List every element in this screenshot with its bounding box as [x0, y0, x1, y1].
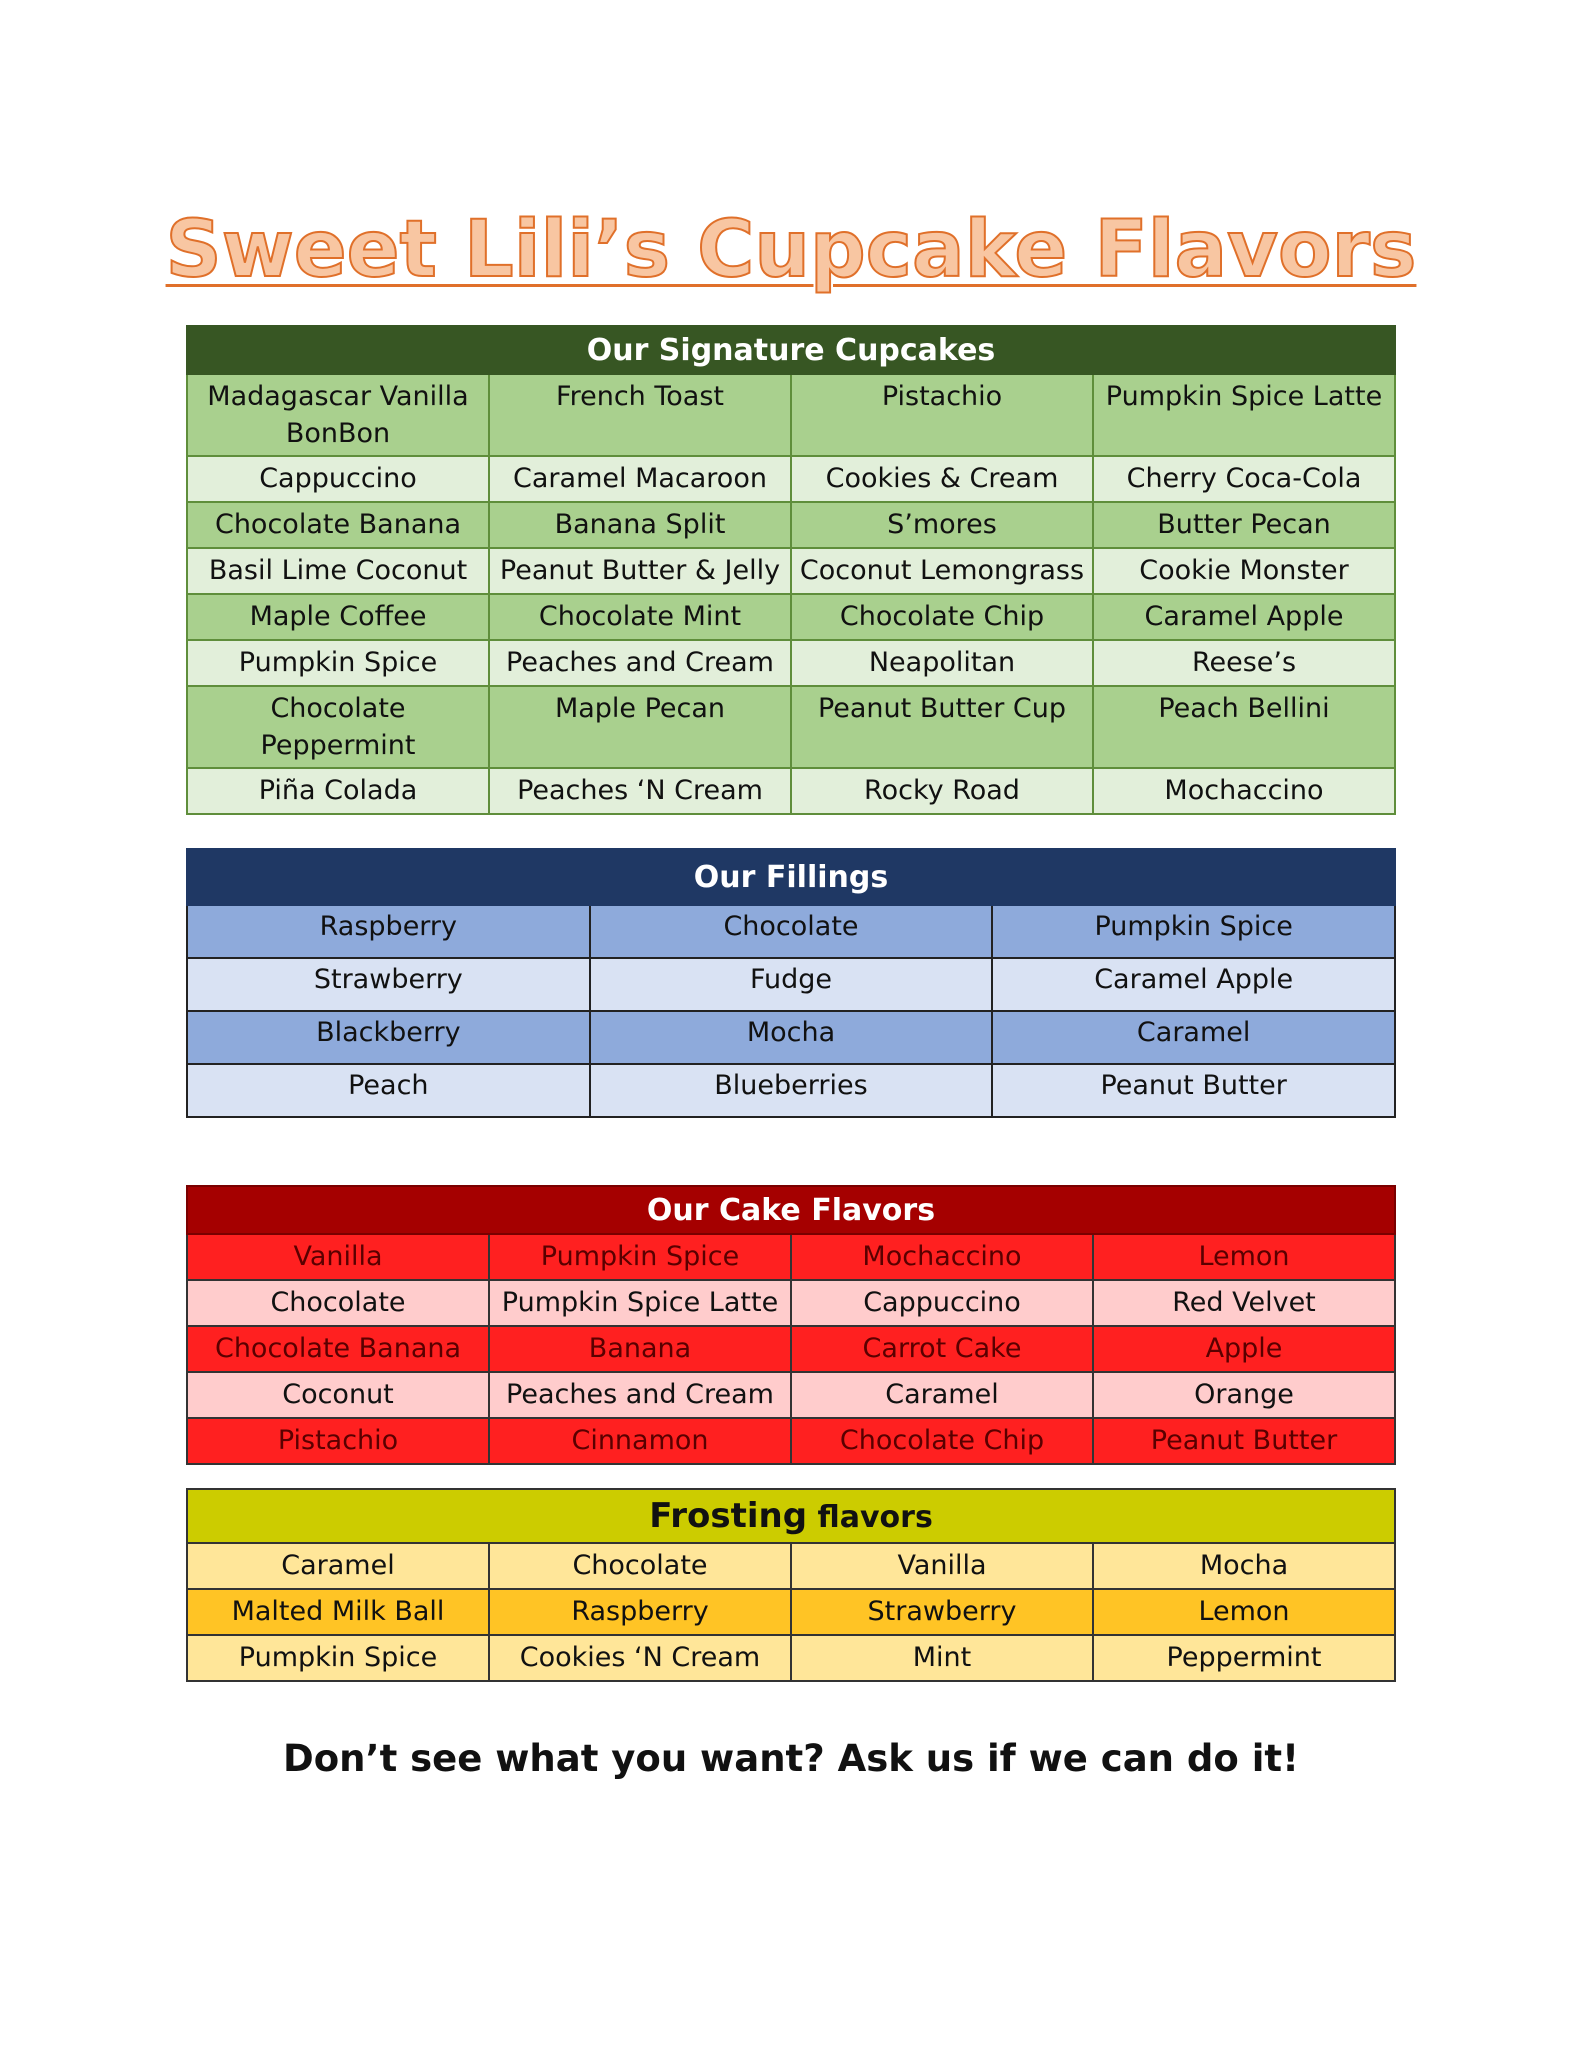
- table-row: [187, 1418, 1395, 1464]
- fillings-heading: Our Fillings: [187, 849, 1395, 905]
- table-cell: Maple Coffee: [187, 594, 489, 640]
- table-row: [187, 1326, 1395, 1372]
- footer-message: Don’t see what you want? Ask us if we can do it!: [283, 1737, 1299, 1780]
- table-cell: Caramel Apple: [1093, 594, 1395, 640]
- table-cell: Fudge: [590, 958, 993, 1011]
- table-cell: Pumpkin Spice Latte: [489, 1280, 791, 1326]
- table-row: [187, 640, 1395, 686]
- table-cell: Peppermint: [1093, 1635, 1395, 1681]
- table-cell: Coconut: [187, 1372, 489, 1418]
- table-cell: Caramel Apple: [992, 958, 1395, 1011]
- table-cell: Peanut Butter & Jelly: [489, 548, 791, 594]
- table-cell: Banana Split: [489, 502, 791, 548]
- table-cell: Caramel: [992, 1011, 1395, 1064]
- table-row: [187, 374, 1395, 456]
- table-cell: Carrot Cake: [791, 1326, 1093, 1372]
- table-cell: French Toast: [489, 374, 791, 456]
- table-cell: Vanilla: [791, 1543, 1093, 1589]
- table-cell: Rocky Road: [791, 768, 1093, 814]
- table-cell: Peaches ‘N Cream: [489, 768, 791, 814]
- signature-heading: Our Signature Cupcakes: [187, 326, 1395, 374]
- table-cell: Chocolate Banana: [187, 502, 489, 548]
- page-title: [0, 205, 1582, 295]
- table-cell: Pumpkin Spice Latte: [1093, 374, 1395, 456]
- table-row: [187, 456, 1395, 502]
- table-cell: Cherry Coca-Cola: [1093, 456, 1395, 502]
- table-row: [187, 1635, 1395, 1681]
- table-cell: Mocha: [1093, 1543, 1395, 1589]
- table-row: [187, 1543, 1395, 1589]
- table-cell: Pistachio: [791, 374, 1093, 456]
- table-cell: Peanut Butter: [992, 1064, 1395, 1117]
- page-title-text: Sweet Lili’s Cupcake Flavors: [165, 205, 1417, 295]
- table-cell: Chocolate: [187, 1280, 489, 1326]
- table-cell: Banana: [489, 1326, 791, 1372]
- table-cell: Mochaccino: [791, 1234, 1093, 1280]
- table-cell: Peach: [187, 1064, 590, 1117]
- table-row: [187, 1589, 1395, 1635]
- table-cell: Chocolate: [489, 1543, 791, 1589]
- table-cell: Raspberry: [187, 905, 590, 958]
- table-cell: Cookies & Cream: [791, 456, 1093, 502]
- table-cell: Mocha: [590, 1011, 993, 1064]
- table-cell: Basil Lime Coconut: [187, 548, 489, 594]
- table-cell: Blackberry: [187, 1011, 590, 1064]
- table-cell: Mint: [791, 1635, 1093, 1681]
- table-cell: Pumpkin Spice: [187, 1635, 489, 1681]
- cake-flavors-table: [186, 1185, 1396, 1465]
- table-row: [187, 594, 1395, 640]
- signature-cupcakes-table: [186, 325, 1396, 815]
- table-cell: S’mores: [791, 502, 1093, 548]
- table-cell: Peach Bellini: [1093, 686, 1395, 768]
- cake-heading: Our Cake Flavors: [187, 1186, 1395, 1234]
- table-cell: Pumpkin Spice: [992, 905, 1395, 958]
- table-cell: Reese’s: [1093, 640, 1395, 686]
- table-cell: Chocolate: [590, 905, 993, 958]
- table-cell: Orange: [1093, 1372, 1395, 1418]
- table-cell: Chocolate Peppermint: [187, 686, 489, 768]
- table-row: [187, 1372, 1395, 1418]
- table-cell: Malted Milk Ball: [187, 1589, 489, 1635]
- table-cell: Pistachio: [187, 1418, 489, 1464]
- table-cell: Piña Colada: [187, 768, 489, 814]
- table-row: [187, 548, 1395, 594]
- table-cell: Caramel: [791, 1372, 1093, 1418]
- table-cell: Pumpkin Spice: [489, 1234, 791, 1280]
- table-cell: Cookies ‘N Cream: [489, 1635, 791, 1681]
- table-row: [187, 502, 1395, 548]
- frosting-heading-rest: flavors: [807, 1500, 933, 1535]
- table-cell: Caramel Macaroon: [489, 456, 791, 502]
- table-cell: Chocolate Mint: [489, 594, 791, 640]
- table-cell: Peanut Butter: [1093, 1418, 1395, 1464]
- table-cell: Caramel: [187, 1543, 489, 1589]
- table-cell: Blueberries: [590, 1064, 993, 1117]
- table-cell: Chocolate Banana: [187, 1326, 489, 1372]
- table-cell: Chocolate Chip: [791, 1418, 1093, 1464]
- table-cell: Madagascar Vanilla BonBon: [187, 374, 489, 456]
- frosting-heading: [187, 1489, 1395, 1543]
- table-cell: Strawberry: [791, 1589, 1093, 1635]
- table-cell: Butter Pecan: [1093, 502, 1395, 548]
- table-cell: Cinnamon: [489, 1418, 791, 1464]
- table-cell: Maple Pecan: [489, 686, 791, 768]
- table-cell: Apple: [1093, 1326, 1395, 1372]
- table-row: [187, 905, 1395, 958]
- table-row: [187, 1280, 1395, 1326]
- table-row: [187, 768, 1395, 814]
- table-cell: Raspberry: [489, 1589, 791, 1635]
- table-row: [187, 958, 1395, 1011]
- table-cell: Cookie Monster: [1093, 548, 1395, 594]
- frosting-flavors-table: [186, 1488, 1396, 1682]
- table-cell: Strawberry: [187, 958, 590, 1011]
- table-cell: Pumpkin Spice: [187, 640, 489, 686]
- table-cell: Chocolate Chip: [791, 594, 1093, 640]
- table-cell: Lemon: [1093, 1234, 1395, 1280]
- table-cell: Coconut Lemongrass: [791, 548, 1093, 594]
- table-row: [187, 1234, 1395, 1280]
- table-cell: Red Velvet: [1093, 1280, 1395, 1326]
- table-cell: Vanilla: [187, 1234, 489, 1280]
- table-cell: Peaches and Cream: [489, 640, 791, 686]
- table-row: [187, 1011, 1395, 1064]
- table-cell: Neapolitan: [791, 640, 1093, 686]
- table-row: [187, 1064, 1395, 1117]
- frosting-heading-main: Frosting: [649, 1496, 808, 1536]
- fillings-table: [186, 848, 1396, 1118]
- table-cell: Mochaccino: [1093, 768, 1395, 814]
- table-cell: Cappuccino: [791, 1280, 1093, 1326]
- table-cell: Peanut Butter Cup: [791, 686, 1093, 768]
- table-cell: Lemon: [1093, 1589, 1395, 1635]
- table-cell: Peaches and Cream: [489, 1372, 791, 1418]
- table-cell: Cappuccino: [187, 456, 489, 502]
- table-row: [187, 686, 1395, 768]
